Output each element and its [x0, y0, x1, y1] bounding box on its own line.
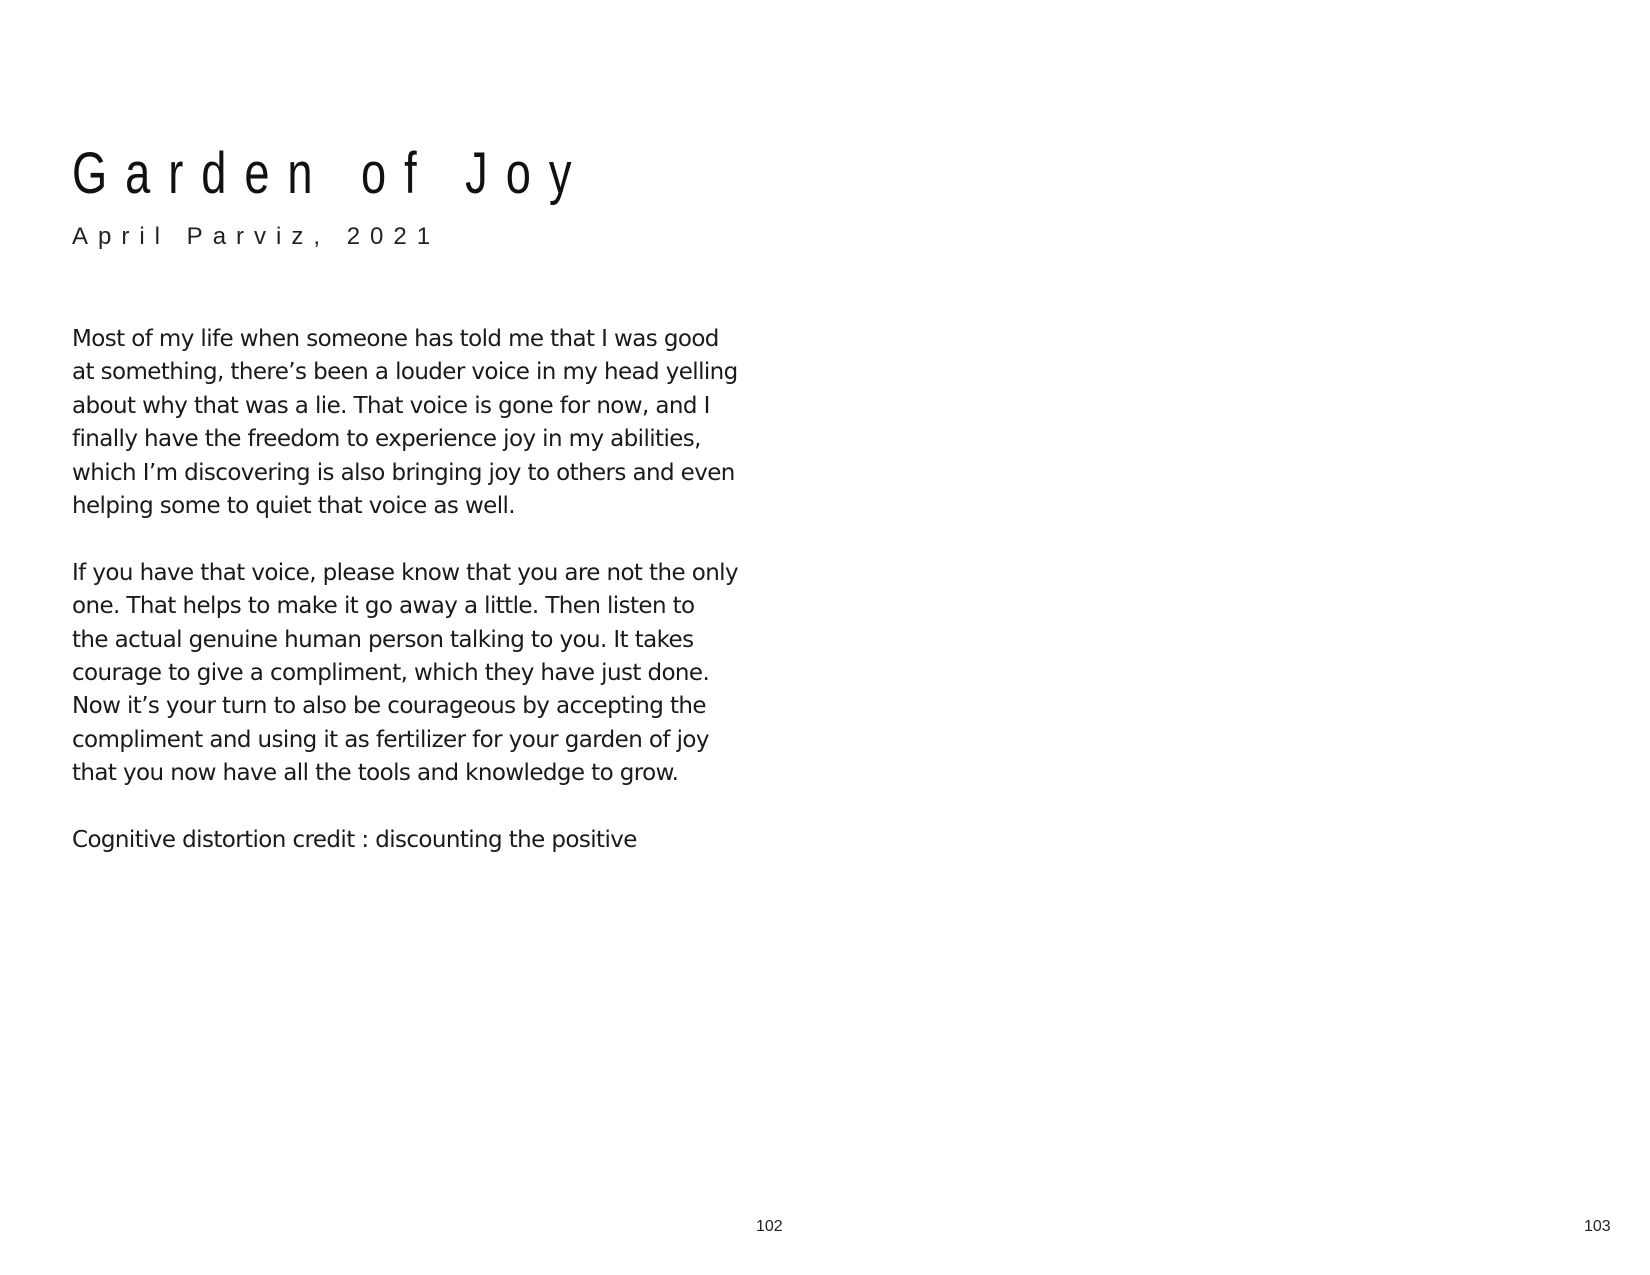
- text-line: finally have the freedom to experience joy in my abilities,: [72, 426, 701, 453]
- text-line: the actual genuine human person talking to you. It takes: [72, 626, 694, 653]
- text-line: one. That helps to make it go away a little. Then listen to: [72, 593, 695, 620]
- page-number-left: 102: [756, 1218, 783, 1235]
- text-line: Most of my life when someone has told me that I was good: [72, 326, 719, 352]
- paragraph-credit: [72, 824, 752, 857]
- text-line: about why that was a lie. That voice is gone for now, and I: [72, 392, 710, 419]
- author-byline: April Parviz, 2021: [72, 223, 441, 250]
- page-title: Garden of Joy: [72, 141, 590, 206]
- page-number-right: 103: [1584, 1218, 1611, 1235]
- text-line: Cognitive distortion credit : discounting the positive: [72, 826, 637, 853]
- text-line: Now it’s your turn to also be courageous by accepting the: [72, 693, 706, 720]
- text-line: courage to give a compliment, which they have just done.: [72, 659, 710, 686]
- text-line: If you have that voice, please know that you are not the only: [72, 559, 738, 586]
- paragraph: [72, 323, 752, 523]
- text-line: which I’m discovering is also bringing joy to others and even: [72, 459, 735, 486]
- body-text: [72, 323, 752, 857]
- text-line: helping some to quiet that voice as well.: [72, 492, 516, 519]
- text-line: compliment and using it as fertilizer for your garden of joy: [72, 726, 709, 753]
- text-line: at something, there’s been a louder voice in my head yelling: [72, 359, 738, 386]
- paragraph-spacer: [72, 790, 752, 823]
- paragraph-spacer: [72, 523, 752, 556]
- text-line: that you now have all the tools and knowledge to grow.: [72, 760, 679, 787]
- paragraph: [72, 557, 752, 791]
